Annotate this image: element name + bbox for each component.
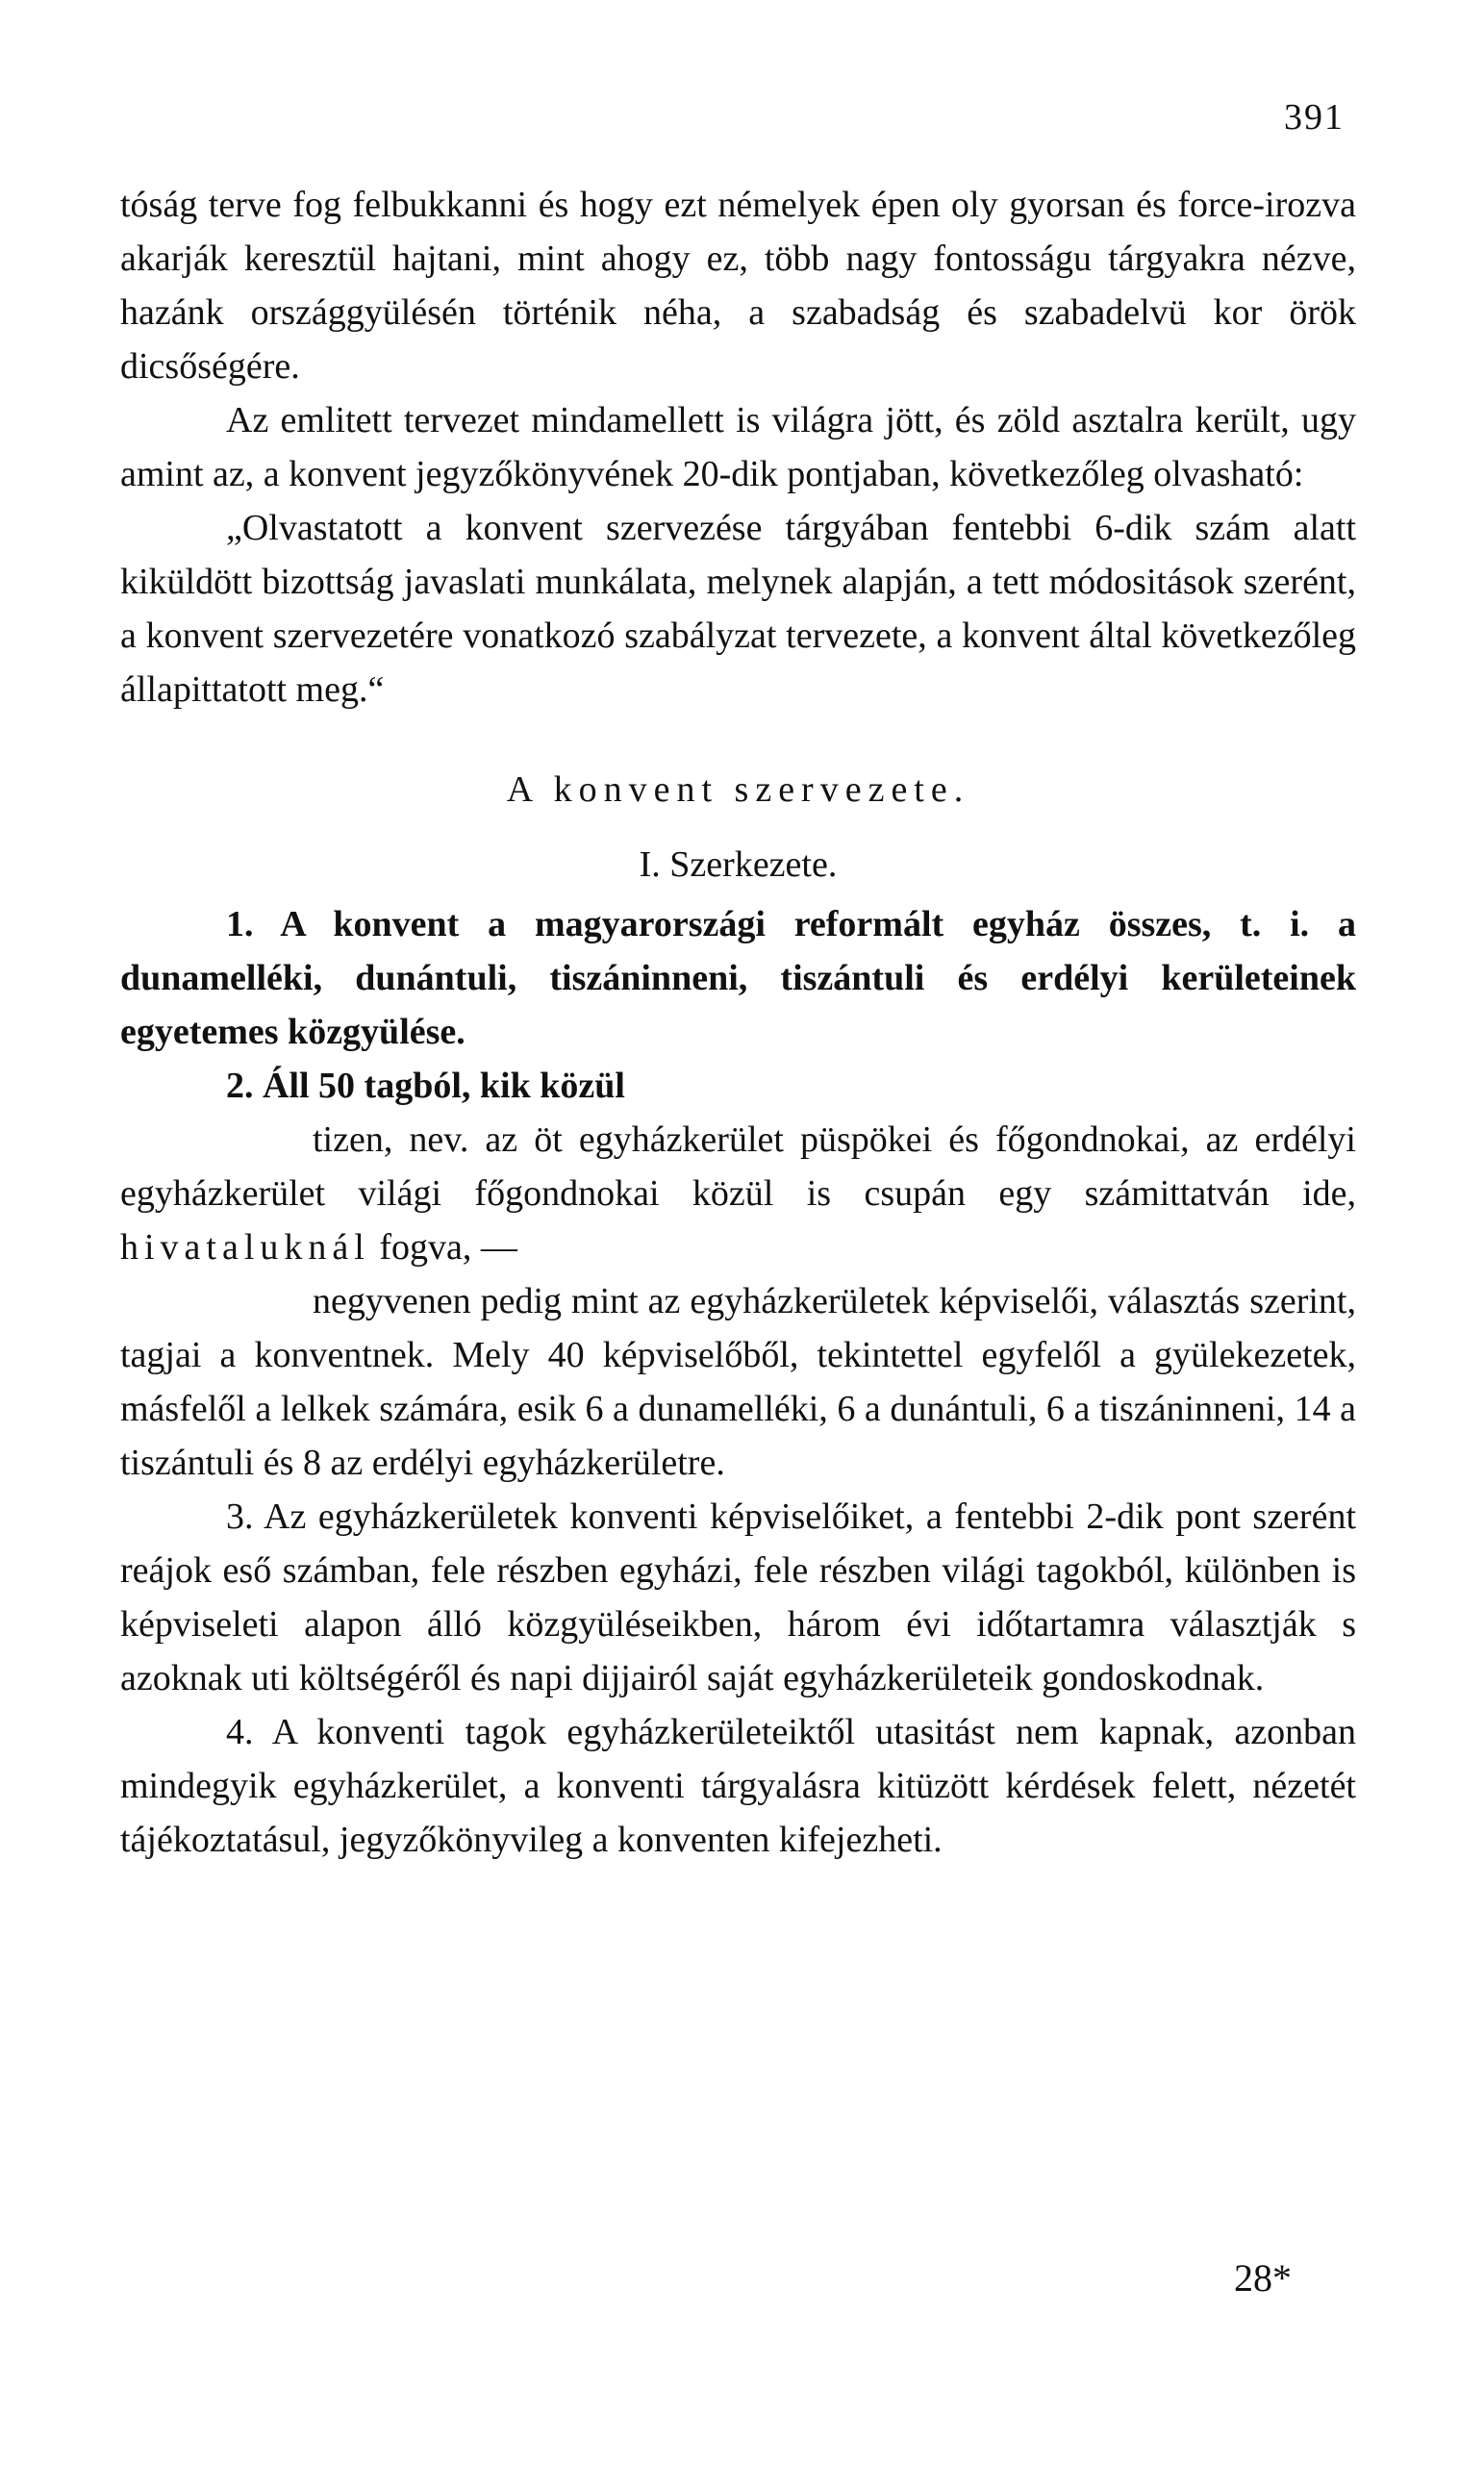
list-item-2-part-1: [120, 1113, 1356, 1274]
main-heading: A konvent szervezete.: [506, 769, 970, 810]
list-item-3: 3. Az egyházkerületek konventi képviselőiket, a fentebbi 2-dik pont szerént reájok eső számban, fele részben egyházi, fele részben világi tagokból, különben is képviseleti alapon álló közgyüléseikben, három évi időtartamra választják s azoknak uti költségéről és napi dijjairól saját egyházkerületeik gondoskodnak.: [120, 1496, 1356, 1698]
list-item-4: 4. A konventi tagok egyházkerületeiktől utasitást nem kapnak, azonban mindegyik egyházkerület, a konventi tárgyalásra kitüzött kérdések felett, nézetét tájékoztatásul, jegyzőkönyvileg a konventen kifejezheti.: [120, 1712, 1356, 1860]
section-heading: I. Szerkezete.: [639, 844, 838, 885]
list-item-2-lead: 2. Áll 50 tagból, kik közül: [226, 1066, 625, 1106]
paragraph-quote: „Olvastatott a konvent szervezése tárgyában fentebbi 6-dik szám alatt kiküldött bizottság javaslati munkálata, melynek alapján, a tett módositások szerént, a konvent szervezetére vonatkozó szabályzat tervezete, a konvent által következőleg állapittatott meg.“: [120, 508, 1356, 710]
paragraph-continuation: tóság terve fog felbukkanni és hogy ezt némelyek épen oly gyorsan és force-irozva akarják keresztül hajtani, mint ahogy ez, több nagy fontosságu tárgyakra nézve, hazánk országgyülésén történik néha, a szabadság és szabadelvü kor örök dicsőségére.: [120, 185, 1356, 387]
list-item-1: 1. A konvent a magyarországi reformált egyház összes, t. i. a dunamelléki, dunántuli, tiszáninneni, tiszántuli és erdélyi kerületeinek egyetemes közgyülése.: [120, 904, 1356, 1052]
list-item-2-part-2: negyvenen pedig mint az egyházkerületek képviselői, választás szerint, tagjai a konventnek. Mely 40 képviselőből, tekintettel egyfelől a gyülekezetek, másfelől a lelkek számára, esik 6 a dunamelléki, 6 a dunántuli, 6 a tiszáninneni, 14 a tiszántuli és 8 az erdélyi egyházkerületre.: [120, 1281, 1356, 1483]
list-item-2-part-1-start: tizen, nev. az öt egyházkerület püspökei és főgondnokai, az erdélyi egyházkerület világi főgondnokai közül is csupán egy számittatván ide,: [120, 1119, 1356, 1214]
paragraph-tervezet: Az emlitett tervezet mindamellett is világra jött, és zöld asztalra került, ugy amint az, a konvent jegyzőkönyvének 20-dik pontjaban, következőleg olvasható:: [120, 400, 1356, 494]
emphasized-word: hivataluknál: [120, 1227, 370, 1268]
page-number: 391: [1284, 97, 1345, 138]
body-text: [120, 178, 1356, 1867]
signature-mark: 28*: [1234, 2256, 1292, 2300]
list-item-2-part-1-end: fogva, —: [379, 1227, 517, 1268]
